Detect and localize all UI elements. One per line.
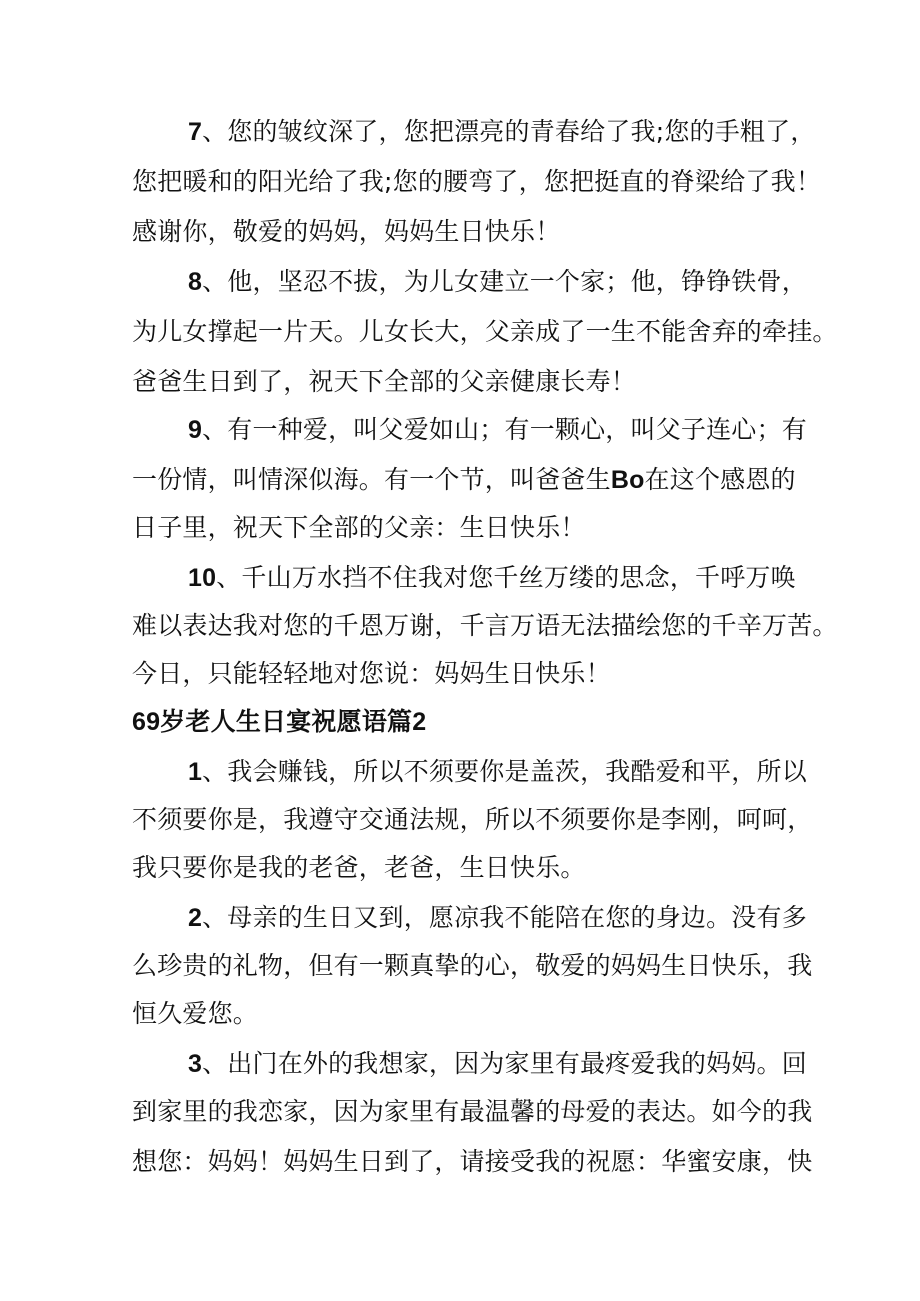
line-text: 、千山万水挡不住我对您千丝万缕的思念，千呼万唤 <box>216 563 796 592</box>
paragraph-10-line-3: 今日，只能轻轻地对您说：妈妈生日快乐！ <box>132 659 611 688</box>
line-text: 、您的皱纹深了，您把漂亮的青春给了我;您的手粗了， <box>202 117 816 146</box>
heading-prefix: 69 <box>132 708 161 736</box>
section2-paragraph-3-line-2: 到家里的我恋家，因为家里有最温馨的母爱的表达。如今的我 <box>132 1097 813 1126</box>
paragraph-9-line-2 <box>132 465 796 495</box>
paragraph-7-line-2: 您把暖和的阳光给了我;您的腰弯了，您把挺直的脊梁给了我！ <box>132 167 822 196</box>
heading-text: 岁老人生日宴祝愿语篇 <box>160 707 413 736</box>
item-number: 3 <box>188 1050 203 1078</box>
section2-paragraph-1-line-2: 不须要你是，我遵守交通法规，所以不须要你是李刚，呵呵， <box>132 805 813 834</box>
section2-paragraph-2-line-3: 恒久爱您。 <box>132 999 259 1028</box>
section2-paragraph-1-line-1 <box>188 757 807 787</box>
line-text-tail: 在这个感恩的 <box>644 465 796 494</box>
section2-paragraph-1-line-3: 我只要你是我的老爸，老爸，生日快乐。 <box>132 853 586 882</box>
paragraph-7-line-3: 感谢你，敬爱的妈妈，妈妈生日快乐！ <box>132 217 561 246</box>
section-heading <box>132 707 426 737</box>
paragraph-9-line-3: 日子里，祝天下全部的父亲：生日快乐！ <box>132 513 586 542</box>
item-number: 8 <box>188 268 203 296</box>
item-number: 10 <box>188 564 217 592</box>
line-text: 、有一种爱，叫父爱如山；有一颗心，叫父子连心；有 <box>202 415 807 444</box>
paragraph-10-line-1 <box>188 563 796 593</box>
section2-paragraph-3-line-1 <box>188 1049 807 1079</box>
paragraph-9-line-1 <box>188 415 807 445</box>
section2-paragraph-2-line-1 <box>188 903 807 933</box>
line-text: 、他，坚忍不拔，为儿女建立一个家；他，铮铮铁骨， <box>202 267 807 296</box>
paragraph-8-line-3: 爸爸生日到了，祝天下全部的父亲健康长寿！ <box>132 367 637 396</box>
paragraph-7-line-1 <box>188 117 816 147</box>
item-number: 7 <box>188 118 203 146</box>
line-text: 、母亲的生日又到，愿凉我不能陪在您的身边。没有多 <box>202 903 807 932</box>
item-number: 2 <box>188 904 203 932</box>
item-number: 1 <box>188 758 203 786</box>
line-text: 、我会赚钱，所以不须要你是盖茨，我酷爱和平，所以 <box>202 757 807 786</box>
paragraph-8-line-1 <box>188 267 807 297</box>
paragraph-8-line-2: 为儿女撑起一片天。儿女长大，父亲成了一生不能舍弃的牵挂。 <box>132 317 838 346</box>
heading-suffix: 2 <box>412 708 427 736</box>
item-number: 9 <box>188 416 203 444</box>
paragraph-10-line-2: 难以表达我对您的千恩万谢，千言万语无法描绘您的千辛万苦。 <box>132 611 838 640</box>
inline-bold-text: Bo <box>610 466 645 494</box>
line-text: 一份情，叫情深似海。有一个节，叫爸爸生 <box>132 465 611 494</box>
line-text: 、出门在外的我想家，因为家里有最疼爱我的妈妈。回 <box>202 1049 807 1078</box>
section2-paragraph-3-line-3: 想您：妈妈！妈妈生日到了，请接受我的祝愿：华蜜安康，快 <box>132 1147 813 1176</box>
section2-paragraph-2-line-2: 么珍贵的礼物，但有一颗真挚的心，敬爱的妈妈生日快乐，我 <box>132 951 813 980</box>
